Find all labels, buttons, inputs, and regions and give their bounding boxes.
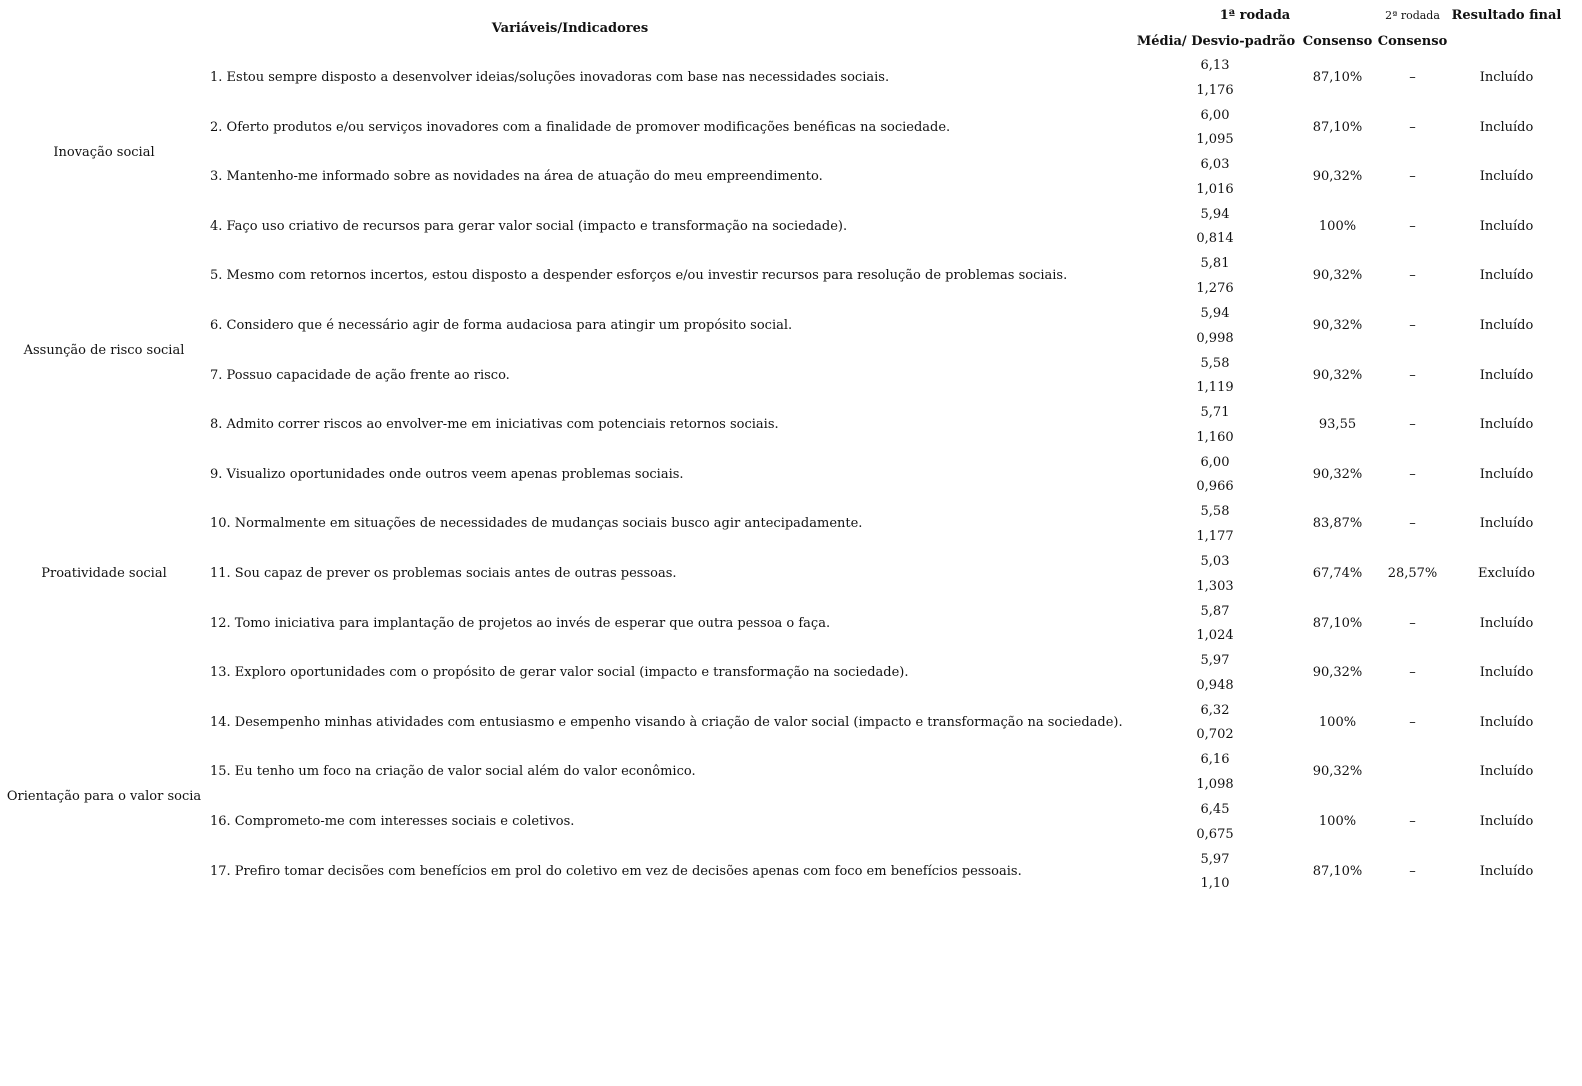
variable-label: Inovação social <box>53 145 155 160</box>
indicator-text: 3. Mantenho-me informado sobre as novidades na área de atuação do meu empreendimento. <box>210 169 823 185</box>
header-consenso2: Consenso <box>1377 34 1448 49</box>
result-value: Incluído <box>1479 119 1534 135</box>
variable-label: Proatividade social <box>41 566 167 581</box>
indicator-text: 13. Exploro oportunidades com o propósito de gerar valor social (impacto e transformação na sociedade). <box>210 665 909 681</box>
indicator-text: 5. Mesmo com retornos incertos, estou disposto a despender esforços e/ou investir recursos para resolução de problemas sociais. <box>210 268 1068 284</box>
desvio-padrao-value: 1,119 <box>1196 380 1234 396</box>
result-value: Incluído <box>1479 665 1534 681</box>
result-value: Incluído <box>1479 268 1534 284</box>
consenso2-value: – <box>1409 516 1416 532</box>
header-media-dp: Média/ Desvio-padrão <box>1136 34 1296 49</box>
media-value: 6,00 <box>1200 107 1230 123</box>
consenso1-value: 90,32% <box>1312 665 1363 681</box>
desvio-padrao-value: 0,814 <box>1196 231 1234 247</box>
result-value: Incluído <box>1479 318 1534 333</box>
header-round2: 2ª rodada <box>1385 9 1440 22</box>
desvio-padrao-value: 1,095 <box>1196 132 1234 148</box>
result-value: Incluído <box>1479 169 1534 185</box>
consenso1-value: 87,10% <box>1312 119 1363 135</box>
indicator-text: 17. Prefiro tomar decisões com benefícios em prol do coletivo em vez de decisões apenas com foco em benefícios pessoais. <box>210 863 1022 879</box>
consenso1-value: 93,55 <box>1318 417 1357 433</box>
consenso1-value: 100% <box>1318 714 1357 730</box>
desvio-padrao-value: 1,024 <box>1196 628 1234 644</box>
consenso2-value: – <box>1409 218 1416 234</box>
desvio-padrao-value: 0,948 <box>1196 677 1234 693</box>
result-value: Excluído <box>1478 566 1535 581</box>
media-value: 6,13 <box>1200 58 1230 73</box>
result-value: Incluído <box>1479 714 1534 730</box>
consenso1-value: 90,32% <box>1312 466 1363 482</box>
media-value: 5,58 <box>1200 355 1230 371</box>
indicator-text: 15. Eu tenho um foco na criação de valor social além do valor econômico. <box>210 764 696 780</box>
desvio-padrao-value: 1,098 <box>1196 776 1234 792</box>
consenso2-value: – <box>1409 318 1416 333</box>
media-value: 6,03 <box>1200 157 1230 173</box>
result-value: Incluído <box>1479 218 1534 234</box>
header-round1: 1ª rodada <box>1219 8 1291 23</box>
desvio-padrao-value: 0,702 <box>1196 727 1234 743</box>
desvio-padrao-value: 1,176 <box>1196 82 1234 98</box>
media-value: 5,03 <box>1200 554 1230 569</box>
consenso1-value: 90,32% <box>1312 764 1363 780</box>
desvio-padrao-value: 1,276 <box>1196 280 1234 296</box>
media-value: 5,87 <box>1200 603 1230 619</box>
desvio-padrao-value: 1,160 <box>1196 429 1234 445</box>
result-value: Incluído <box>1479 417 1534 433</box>
indicator-text: 10. Normalmente em situações de necessidades de mudanças sociais busco agir antecipadamente. <box>210 516 863 532</box>
consenso2-value: – <box>1409 70 1416 85</box>
media-value: 5,97 <box>1200 653 1230 669</box>
indicator-text: 11. Sou capaz de prever os problemas sociais antes de outras pessoas. <box>210 566 677 581</box>
consenso2-value: 28,57% <box>1387 566 1438 581</box>
media-value: 5,94 <box>1200 206 1230 222</box>
consenso1-value: 87,10% <box>1312 70 1363 85</box>
header-consenso1: Consenso <box>1302 34 1373 49</box>
result-value: Incluído <box>1479 70 1534 85</box>
consenso1-value: 90,32% <box>1312 268 1363 284</box>
consenso2-value: – <box>1409 665 1416 681</box>
indicator-text: 9. Visualizo oportunidades onde outros veem apenas problemas sociais. <box>210 466 684 482</box>
consenso1-value: 83,87% <box>1312 516 1363 532</box>
desvio-padrao-value: 1,177 <box>1196 528 1234 544</box>
consenso2-value: – <box>1409 417 1416 433</box>
consenso2-value: – <box>1409 615 1416 631</box>
indicator-text: 1. Estou sempre disposto a desenvolver ideias/soluções inovadoras com base nas necessidades sociais. <box>210 70 890 85</box>
result-value: Incluído <box>1479 466 1534 482</box>
consenso1-value: 67,74% <box>1312 566 1363 581</box>
header-resultado: Resultado final <box>1451 8 1562 23</box>
consenso2-value: – <box>1409 169 1416 185</box>
media-value: 5,94 <box>1200 306 1230 321</box>
consenso2-value: – <box>1409 466 1416 482</box>
desvio-padrao-value: 0,966 <box>1196 479 1234 495</box>
consenso1-value: 90,32% <box>1312 318 1363 333</box>
indicator-text: 14. Desempenho minhas atividades com entusiasmo e empenho visando à criação de valor social (impacto e transformação na sociedade). <box>210 714 1123 730</box>
media-value: 6,16 <box>1200 752 1230 768</box>
consenso1-value: 90,32% <box>1312 367 1363 383</box>
media-value: 5,58 <box>1200 504 1230 520</box>
desvio-padrao-value: 1,016 <box>1196 181 1234 197</box>
result-value: Incluído <box>1479 516 1534 532</box>
indicator-text: 8. Admito correr riscos ao envolver-me em iniciativas com potenciais retornos sociais. <box>210 417 779 433</box>
indicator-text: 6. Considero que é necessário agir de forma audaciosa para atingir um propósito social. <box>210 318 793 333</box>
result-value: Incluído <box>1479 367 1534 383</box>
indicator-text: 12. Tomo iniciativa para implantação de projetos ao invés de esperar que outra pessoa o faça. <box>210 615 831 631</box>
desvio-padrao-value: 1,303 <box>1196 578 1234 594</box>
result-value: Incluído <box>1479 863 1534 879</box>
consenso1-value: 87,10% <box>1312 863 1363 879</box>
consenso2-value: – <box>1409 863 1416 879</box>
indicator-text: 2. Oferto produtos e/ou serviços inovadores com a finalidade de promover modificações benéficas na sociedade. <box>210 119 951 135</box>
variable-label: Assunção de risco social <box>23 343 185 358</box>
indicator-text: 16. Comprometo-me com interesses sociais e coletivos. <box>210 814 575 829</box>
desvio-padrao-value: 0,998 <box>1196 330 1234 346</box>
indicator-text: 7. Possuo capacidade de ação frente ao risco. <box>210 367 510 383</box>
consenso2-value: – <box>1409 814 1416 829</box>
consenso2-value: – <box>1409 367 1416 383</box>
result-value: Incluído <box>1479 764 1534 780</box>
media-value: 6,00 <box>1200 454 1230 470</box>
variable-label: Orientação para o valor socia <box>6 789 202 804</box>
media-value: 6,45 <box>1200 802 1230 817</box>
media-value: 5,81 <box>1200 256 1230 272</box>
media-value: 6,32 <box>1200 702 1230 718</box>
indicator-text: 4. Faço uso criativo de recursos para gerar valor social (impacto e transformação na sociedade). <box>210 218 848 234</box>
consenso1-value: 100% <box>1318 814 1357 829</box>
media-value: 5,97 <box>1200 851 1230 867</box>
result-value: Incluído <box>1479 814 1534 829</box>
consenso1-value: 100% <box>1318 218 1357 234</box>
media-value: 5,71 <box>1200 405 1230 421</box>
result-value: Incluído <box>1479 615 1534 631</box>
desvio-padrao-value: 1,10 <box>1200 876 1230 892</box>
desvio-padrao-value: 0,675 <box>1196 826 1234 842</box>
consenso2-value: – <box>1409 714 1416 730</box>
header-variaveis: Variáveis/Indicadores <box>491 21 649 36</box>
consenso2-value: – <box>1409 119 1416 135</box>
consenso1-value: 87,10% <box>1312 615 1363 631</box>
consenso1-value: 90,32% <box>1312 169 1363 185</box>
consenso2-value: – <box>1409 268 1416 284</box>
